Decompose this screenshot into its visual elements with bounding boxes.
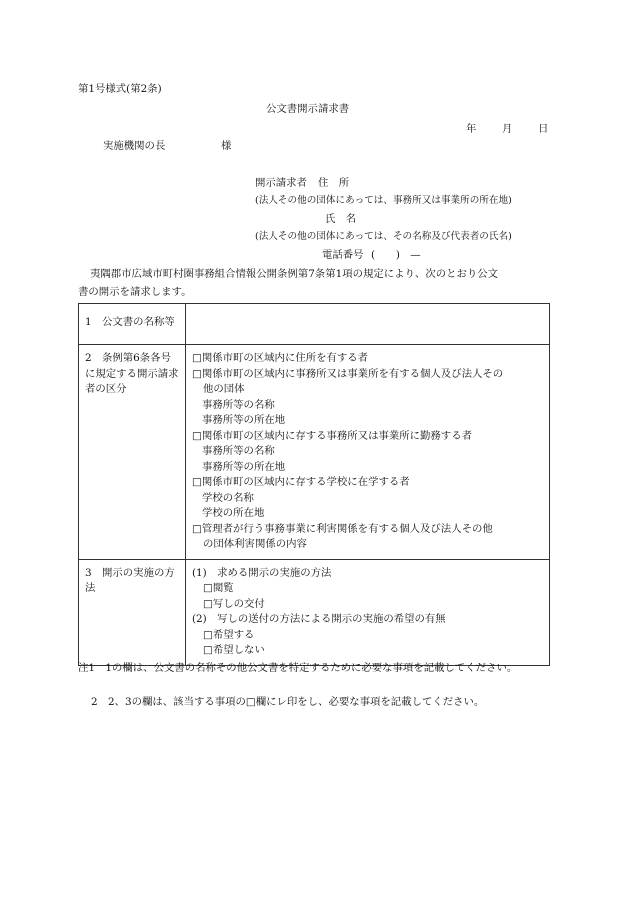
workplace-name-field[interactable]: 事務所等の名称 — [202, 445, 275, 457]
phone-format: ( ) — — [371, 249, 421, 261]
workplace-address-field[interactable]: 事務所等の所在地 — [202, 460, 286, 473]
request-form-table — [78, 303, 550, 666]
interest-content-field[interactable]: の団体利害関係の内容 — [203, 538, 307, 550]
addressee-suffix: 様 — [221, 140, 232, 152]
intro-line-1: 夷隅郡市広域市町村圏事務組合情報公開条例第7条第1項の規定により、次のとおり公文 — [90, 268, 499, 280]
page-title: 公文書開示請求書 — [266, 103, 350, 115]
document-name-field[interactable] — [186, 304, 550, 345]
option-wish-checkbox[interactable]: □希望する — [203, 628, 255, 641]
category-option-student[interactable]: □関係市町の区域内に存する学校に在学する者 — [192, 476, 410, 488]
row2-label: 2 条例第6条各号に規定する開示請求者の区分 — [85, 352, 179, 395]
option-no-wish-checkbox[interactable]: □希望しない — [203, 644, 265, 656]
name-note: (法人その他の団体にあっては、その名称及び代表者の氏名) — [255, 231, 512, 242]
category-text: 他の団体 — [203, 383, 245, 395]
option-copy-checkbox[interactable]: □写しの交付 — [203, 597, 265, 610]
note-1: 注1 1の欄は、公文書の名称その他公文書を特定するために必要な事項を記載してください。 — [78, 662, 518, 674]
category-option-office-holder[interactable]: □関係市町の区域内に事務所又は事業所を有する個人及び法人その — [192, 367, 504, 380]
row1-label: 1 公文書の名称等 — [85, 316, 175, 328]
school-address-field[interactable]: 学校の所在地 — [202, 507, 265, 519]
row3-label: 3 開示の実施の方法 — [85, 566, 175, 594]
row2-label-cell — [79, 345, 186, 560]
mailing-heading: (2) 写しの送付の方法による開示の実施の希望の有無 — [192, 613, 446, 625]
requester-label: 開示請求者 — [255, 177, 307, 189]
form-number: 第1号様式(第2条) — [78, 83, 162, 95]
category-option-worker[interactable]: □関係市町の区域内に存する事務所又は事業所に勤務する者 — [192, 429, 472, 442]
address-label: 住 所 — [318, 177, 350, 189]
category-option-resident[interactable]: □関係市町の区域内に住所を有する者 — [192, 352, 369, 364]
table-row — [79, 304, 550, 345]
school-name-field[interactable]: 学校の名称 — [202, 491, 254, 504]
date-month-label: 月 — [502, 123, 513, 135]
date-year-label: 年 — [466, 123, 477, 135]
row3-label-cell — [79, 559, 186, 665]
address-note: (法人その他の団体にあっては、事務所又は事業所の所在地) — [255, 195, 512, 206]
name-label: 氏 名 — [325, 213, 357, 225]
office-address-field[interactable]: 事務所等の所在地 — [202, 414, 286, 426]
option-inspection-checkbox[interactable]: □閲覧 — [203, 582, 234, 594]
office-name-field[interactable]: 事務所等の名称 — [202, 398, 275, 411]
table-row — [79, 559, 550, 665]
date-day-label: 日 — [538, 123, 549, 135]
intro-line-2: 書の開示を請求します。 — [78, 286, 192, 298]
category-option-interested-party[interactable]: □管理者が行う事務事業に利害関係を有する個人及び法人その他 — [192, 522, 493, 535]
method-heading: (1) 求める開示の実施の方法 — [192, 566, 332, 579]
disclosure-method-cell — [186, 559, 550, 665]
addressee-label: 実施機関の長 — [103, 140, 166, 152]
phone-label: 電話番号 — [322, 249, 364, 261]
requester-category-cell — [186, 345, 550, 560]
note-2: 2 2、3の欄は、該当する事項の□欄にレ印をし、必要な事項を記載してください。 — [91, 696, 485, 708]
table-row — [79, 345, 550, 560]
row1-label-cell — [79, 304, 186, 345]
